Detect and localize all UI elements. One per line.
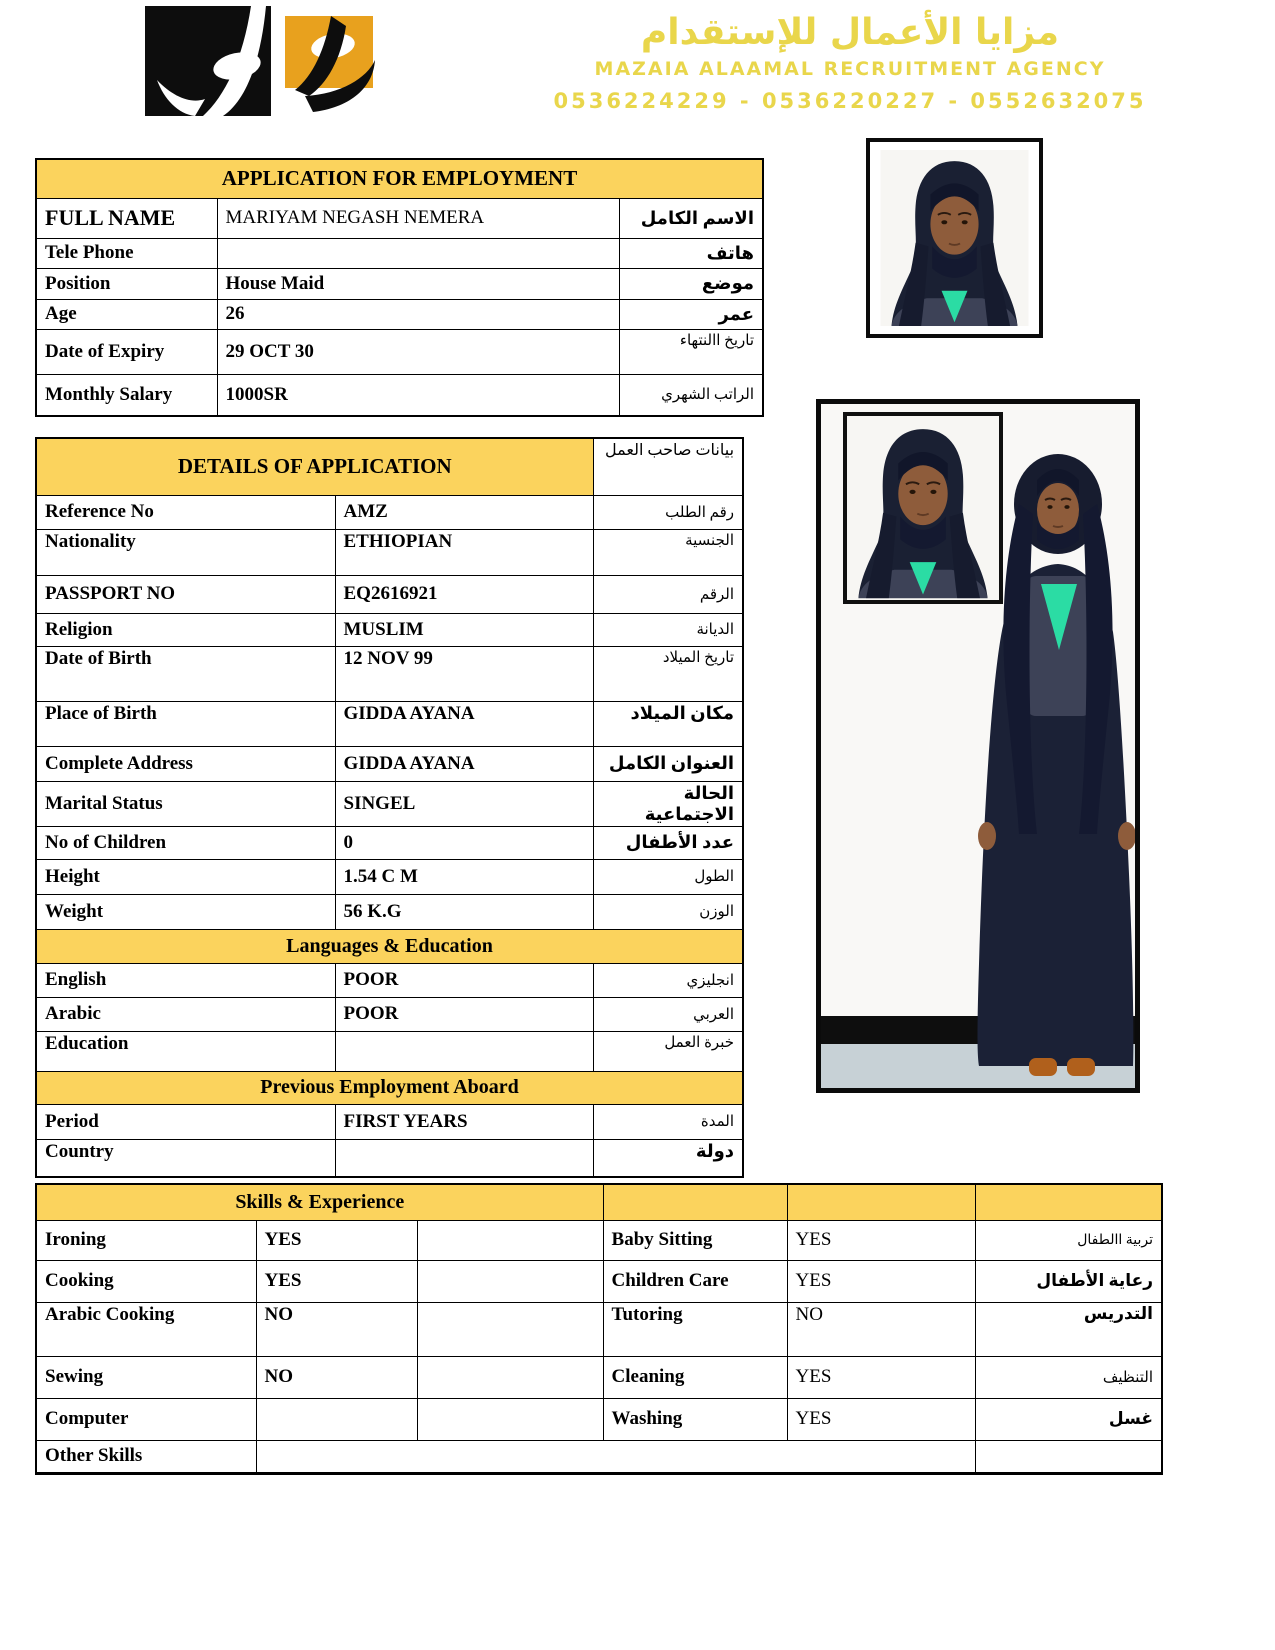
skill-label-arabic: رعاية الأطفال — [975, 1260, 1162, 1302]
field-value: 1000SR — [217, 374, 619, 416]
empty-cell — [417, 1356, 603, 1398]
field-label-arabic: الراتب الشهري — [619, 374, 763, 416]
field-label-arabic: العربي — [593, 997, 743, 1031]
skill-value: YES — [787, 1260, 975, 1302]
field-label: Place of Birth — [36, 701, 335, 746]
field-label-arabic: الجنسية — [593, 529, 743, 575]
field-label-arabic: انجليزي — [593, 963, 743, 997]
agency-name-english: MAZAIA ALAAMAL RECRUITMENT AGENCY — [594, 58, 1106, 80]
inset-id-photo-image — [847, 416, 999, 600]
field-label-arabic: تاريخ الميلاد — [593, 646, 743, 701]
field-value: POOR — [335, 963, 593, 997]
agency-logo — [145, 4, 375, 122]
field-value: 12 NOV 99 — [335, 646, 593, 701]
field-label: Period — [36, 1104, 335, 1139]
skills-header-cell — [975, 1184, 1162, 1220]
field-value: ETHIOPIAN — [335, 529, 593, 575]
field-label-arabic: الوزن — [593, 894, 743, 929]
field-label-arabic: موضع — [619, 268, 763, 299]
field-label-arabic: الاسم الكامل — [619, 198, 763, 238]
field-label-arabic: الديانة — [593, 613, 743, 646]
field-value: 26 — [217, 299, 619, 329]
field-label-arabic: المدة — [593, 1104, 743, 1139]
skill-label: Sewing — [36, 1356, 256, 1398]
skill-label: Computer — [36, 1398, 256, 1440]
field-value: FIRST YEARS — [335, 1104, 593, 1139]
empty-cell — [975, 1440, 1162, 1473]
field-value: 56 K.G — [335, 894, 593, 929]
field-value — [217, 238, 619, 268]
empty-cell — [417, 1302, 603, 1356]
application-table — [35, 158, 764, 417]
field-value: GIDDA AYANA — [335, 701, 593, 746]
field-label: Reference No — [36, 495, 335, 529]
field-label: Nationality — [36, 529, 335, 575]
field-label: Height — [36, 859, 335, 894]
skill-label: Children Care — [603, 1260, 787, 1302]
skill-value: YES — [787, 1356, 975, 1398]
field-value: GIDDA AYANA — [335, 746, 593, 781]
skill-label: Washing — [603, 1398, 787, 1440]
field-value: MUSLIM — [335, 613, 593, 646]
field-label: Date of Expiry — [36, 329, 217, 374]
field-label-arabic: الحالة الاجتماعية — [593, 781, 743, 826]
skill-label: Baby Sitting — [603, 1220, 787, 1260]
skill-value — [256, 1398, 417, 1440]
skills-header-cell — [603, 1184, 787, 1220]
empty-cell — [417, 1260, 603, 1302]
field-label: Country — [36, 1139, 335, 1177]
empty-cell — [417, 1398, 603, 1440]
field-label: Position — [36, 268, 217, 299]
field-label: Marital Status — [36, 781, 335, 826]
field-label-arabic: عمر — [619, 299, 763, 329]
field-label-arabic: مكان الميلاد — [593, 701, 743, 746]
field-value: AMZ — [335, 495, 593, 529]
inset-id-photo — [843, 412, 1003, 604]
field-label: Education — [36, 1031, 335, 1071]
field-label-arabic: خبرة العمل — [593, 1031, 743, 1071]
field-label-arabic: رقم الطلب — [593, 495, 743, 529]
full-body-photo — [816, 399, 1140, 1093]
agency-header — [500, 12, 1200, 113]
field-label: Complete Address — [36, 746, 335, 781]
field-value: House Maid — [217, 268, 619, 299]
skill-label: Cooking — [36, 1260, 256, 1302]
id-photo — [866, 138, 1043, 338]
skill-value: YES — [256, 1220, 417, 1260]
skill-value: YES — [787, 1398, 975, 1440]
skill-value: NO — [256, 1356, 417, 1398]
skill-label-arabic: التدريس — [975, 1302, 1162, 1356]
id-photo-image — [879, 150, 1030, 326]
details-table-title: DETAILS OF APPLICATION — [36, 438, 593, 495]
field-label-arabic: الرقم — [593, 575, 743, 613]
other-skills-value — [256, 1440, 975, 1473]
skill-label: Tutoring — [603, 1302, 787, 1356]
field-label-arabic: الطول — [593, 859, 743, 894]
field-label: English — [36, 963, 335, 997]
field-value: SINGEL — [335, 781, 593, 826]
field-label: No of Children — [36, 826, 335, 859]
field-value — [335, 1139, 593, 1177]
field-label-arabic: العنوان الكامل — [593, 746, 743, 781]
field-label-arabic: عدد الأطفال — [593, 826, 743, 859]
other-skills-label: Other Skills — [36, 1440, 256, 1473]
field-label-arabic: دولة — [593, 1139, 743, 1177]
skill-label-arabic: غسل — [975, 1398, 1162, 1440]
field-label-arabic: هاتف — [619, 238, 763, 268]
field-label: Monthly Salary — [36, 374, 217, 416]
field-value: 29 OCT 30 — [217, 329, 619, 374]
details-table-title-arabic: بيانات صاحب العمل — [593, 438, 743, 495]
field-label: FULL NAME — [36, 198, 217, 238]
empty-cell — [417, 1220, 603, 1260]
field-value: POOR — [335, 997, 593, 1031]
skill-label: Cleaning — [603, 1356, 787, 1398]
agency-name-arabic: مزايا الأعمال للإستقدام — [640, 12, 1060, 53]
field-label: Date of Birth — [36, 646, 335, 701]
field-value: EQ2616921 — [335, 575, 593, 613]
skill-label: Ironing — [36, 1220, 256, 1260]
field-value: 0 — [335, 826, 593, 859]
application-table-title: APPLICATION FOR EMPLOYMENT — [36, 159, 763, 198]
skill-value: YES — [256, 1260, 417, 1302]
field-label: Tele Phone — [36, 238, 217, 268]
field-label: PASSPORT NO — [36, 575, 335, 613]
field-value: MARIYAM NEGASH NEMERA — [217, 198, 619, 238]
previous-employment-section-title: Previous Employment Aboard — [36, 1071, 743, 1104]
field-value — [335, 1031, 593, 1071]
skill-label-arabic: التنظيف — [975, 1356, 1162, 1398]
skills-table — [35, 1183, 1163, 1475]
skill-value: NO — [787, 1302, 975, 1356]
skills-header-cell — [787, 1184, 975, 1220]
field-label-arabic: تاريخ االنتهاء — [619, 329, 763, 374]
agency-phone-numbers: 0536224229 - 0536220227 - 0552632075 — [553, 89, 1147, 113]
field-label: Weight — [36, 894, 335, 929]
skill-label-arabic: تربية االطفال — [975, 1220, 1162, 1260]
skill-label: Arabic Cooking — [36, 1302, 256, 1356]
details-table — [35, 437, 744, 1178]
skills-table-title: Skills & Experience — [36, 1184, 603, 1220]
skill-value: NO — [256, 1302, 417, 1356]
agency-logo-icon — [145, 4, 375, 122]
field-label: Arabic — [36, 997, 335, 1031]
languages-section-title: Languages & Education — [36, 929, 743, 963]
field-value: 1.54 C M — [335, 859, 593, 894]
skill-value: YES — [787, 1220, 975, 1260]
field-label: Age — [36, 299, 217, 329]
field-label: Religion — [36, 613, 335, 646]
